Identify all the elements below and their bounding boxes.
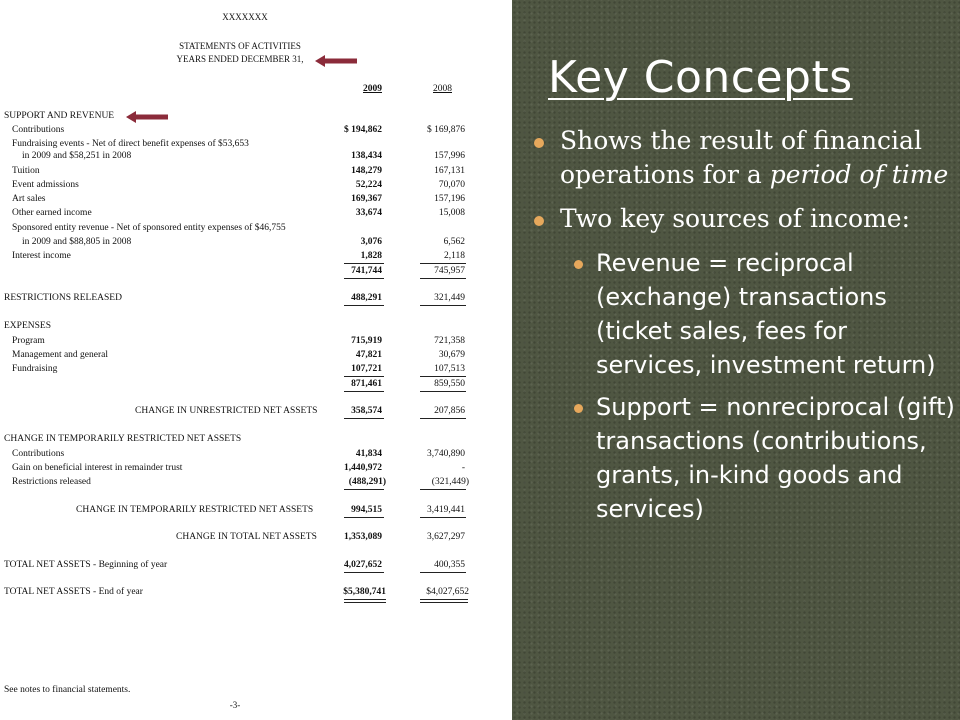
rule — [420, 278, 466, 279]
slide-title: Key Concepts — [548, 52, 853, 103]
rule — [344, 572, 384, 573]
value-2009: 107,721 — [351, 364, 382, 374]
value-2009: $ 194,862 — [344, 125, 382, 135]
row-label: CHANGE IN TOTAL NET ASSETS — [176, 532, 317, 542]
bullet-dot-icon — [534, 138, 544, 148]
rule — [420, 376, 466, 377]
col-2009-header: 2009 — [363, 84, 382, 94]
row-label: Art sales — [12, 194, 46, 204]
bullet-text: Two key sources of income: — [560, 204, 911, 233]
row-label: Sponsored entity revenue - Net of sponsored entity expenses of $46,755 — [12, 223, 286, 233]
left-arrow-icon — [124, 110, 170, 124]
rule — [344, 418, 384, 419]
value-2009: 488,291 — [351, 293, 382, 303]
value-2008: 70,070 — [438, 180, 465, 190]
double-rule — [420, 599, 468, 603]
value-2008: 3,740,890 — [427, 449, 465, 459]
value-2008: 207,856 — [434, 406, 465, 416]
bullet-dot-icon — [574, 260, 583, 269]
value-2008: 721,358 — [434, 336, 465, 346]
bullet-text: Shows the result of financial operations for a — [560, 126, 922, 189]
rule — [344, 376, 384, 377]
row-label: Other earned income — [12, 208, 92, 218]
row-label: in 2009 and $58,251 in 2008 — [22, 151, 132, 161]
value-2009: 4,027,652 — [344, 560, 382, 570]
value-2009: 1,353,089 — [344, 532, 382, 542]
value-2008: 157,996 — [434, 151, 465, 161]
rule — [420, 572, 466, 573]
row-label: TOTAL NET ASSETS - End of year — [4, 587, 143, 597]
statement-subtitle: YEARS ENDED DECEMBER 31, — [176, 54, 304, 64]
value-2009: 715,919 — [351, 336, 382, 346]
value-2008: 859,550 — [434, 379, 465, 389]
value-2009: 3,076 — [360, 237, 382, 247]
bullet-list — [532, 124, 956, 534]
value-2008: 107,513 — [434, 364, 465, 374]
rule — [420, 391, 466, 392]
value-2009: 33,674 — [355, 208, 382, 218]
value-2008: 167,131 — [434, 166, 465, 176]
value-2009: 52,224 — [355, 180, 382, 190]
row-label: RESTRICTIONS RELEASED — [4, 293, 122, 303]
double-rule — [344, 599, 386, 603]
value-2009: 169,367 — [351, 194, 382, 204]
row-label: Restrictions released — [12, 477, 91, 487]
notes-text: See notes to financial statements. — [4, 685, 131, 695]
value-2009: 741,744 — [351, 266, 382, 276]
value-2008: 2,118 — [443, 251, 465, 261]
value-2009: 994,515 — [351, 505, 382, 515]
value-2009: 1,440,972 — [344, 463, 382, 473]
rule — [420, 517, 466, 518]
rule — [344, 305, 384, 306]
bullet-dot-icon — [534, 216, 544, 226]
row-label: Fundraising events - Net of direct benefit expenses of $53,653 — [12, 139, 249, 149]
sub-bullet-text: Support = nonreciprocal (gift) transactions (contributions, grants, in-kind goods and services) — [596, 393, 955, 523]
rule — [420, 418, 466, 419]
slide-panel — [512, 0, 960, 720]
bullet-item — [532, 202, 956, 236]
rule — [344, 391, 384, 392]
rule — [420, 263, 466, 264]
row-label: Interest income — [12, 251, 71, 261]
rule — [420, 305, 466, 306]
row-label: in 2009 and $88,805 in 2008 — [22, 237, 132, 247]
value-2008: 400,355 — [434, 560, 465, 570]
row-label: TOTAL NET ASSETS - Beginning of year — [4, 560, 168, 570]
rule — [420, 489, 466, 490]
value-2008: 745,957 — [434, 266, 465, 276]
col-2008-header: 2008 — [433, 84, 452, 94]
sub-bullet-text: Revenue = reciprocal (exchange) transactions (ticket sales, fees for services, investment return) — [596, 249, 936, 379]
value-2008: 3,627,297 — [427, 532, 465, 542]
support-header: SUPPORT AND REVENUE — [4, 111, 115, 121]
value-2009: 148,279 — [351, 166, 382, 176]
value-2009: 871,461 — [351, 379, 382, 389]
temp-restricted-header: CHANGE IN TEMPORARILY RESTRICTED NET ASSETS — [4, 434, 242, 444]
value-2008: 3,419,441 — [427, 505, 465, 515]
value-2008: 321,449 — [434, 293, 465, 303]
bullet-text-italic: period of time — [769, 160, 949, 189]
row-label: Program — [12, 336, 45, 346]
value-2008: $ 169,876 — [427, 125, 465, 135]
value-2009: 47,821 — [355, 350, 382, 360]
rule — [344, 517, 384, 518]
row-label: CHANGE IN UNRESTRICTED NET ASSETS — [135, 406, 318, 416]
value-2009: (488,291) — [348, 477, 386, 487]
value-2008: (321,449) — [431, 477, 469, 487]
bullet-item — [532, 124, 956, 192]
row-label: Contributions — [12, 125, 65, 135]
value-2009: 1,828 — [360, 251, 382, 261]
row-label: Contributions — [12, 449, 65, 459]
sub-bullet-item — [532, 246, 956, 382]
row-label: CHANGE IN TEMPORARILY RESTRICTED NET ASSETS — [76, 505, 314, 515]
value-2008: 15,008 — [438, 208, 465, 218]
value-2008: 6,562 — [443, 237, 465, 247]
value-2009: 358,574 — [351, 406, 382, 416]
value-2009: 41,834 — [355, 449, 382, 459]
row-label: Gain on beneficial interest in remainder trust — [12, 463, 183, 473]
bullet-dot-icon — [574, 404, 583, 413]
value-2008: 157,196 — [434, 194, 465, 204]
value-2008: - — [461, 463, 465, 473]
row-label: Event admissions — [12, 180, 79, 190]
row-label: Fundraising — [12, 364, 58, 374]
row-label: Tuition — [12, 166, 40, 176]
rule — [344, 489, 384, 490]
left-arrow-icon — [313, 54, 359, 68]
org-name: XXXXXXX — [222, 12, 268, 22]
sub-bullet-item — [532, 390, 956, 526]
value-2009: $5,380,741 — [343, 587, 386, 597]
page-number: -3- — [229, 700, 241, 710]
value-2009: 138,434 — [351, 151, 382, 161]
statement-title: STATEMENTS OF ACTIVITIES — [179, 41, 301, 51]
rule — [344, 278, 384, 279]
value-2008: 30,679 — [438, 350, 465, 360]
value-2008: $4,027,652 — [426, 587, 469, 597]
rule — [344, 263, 384, 264]
expenses-header: EXPENSES — [4, 321, 51, 331]
row-label: Management and general — [12, 350, 109, 360]
